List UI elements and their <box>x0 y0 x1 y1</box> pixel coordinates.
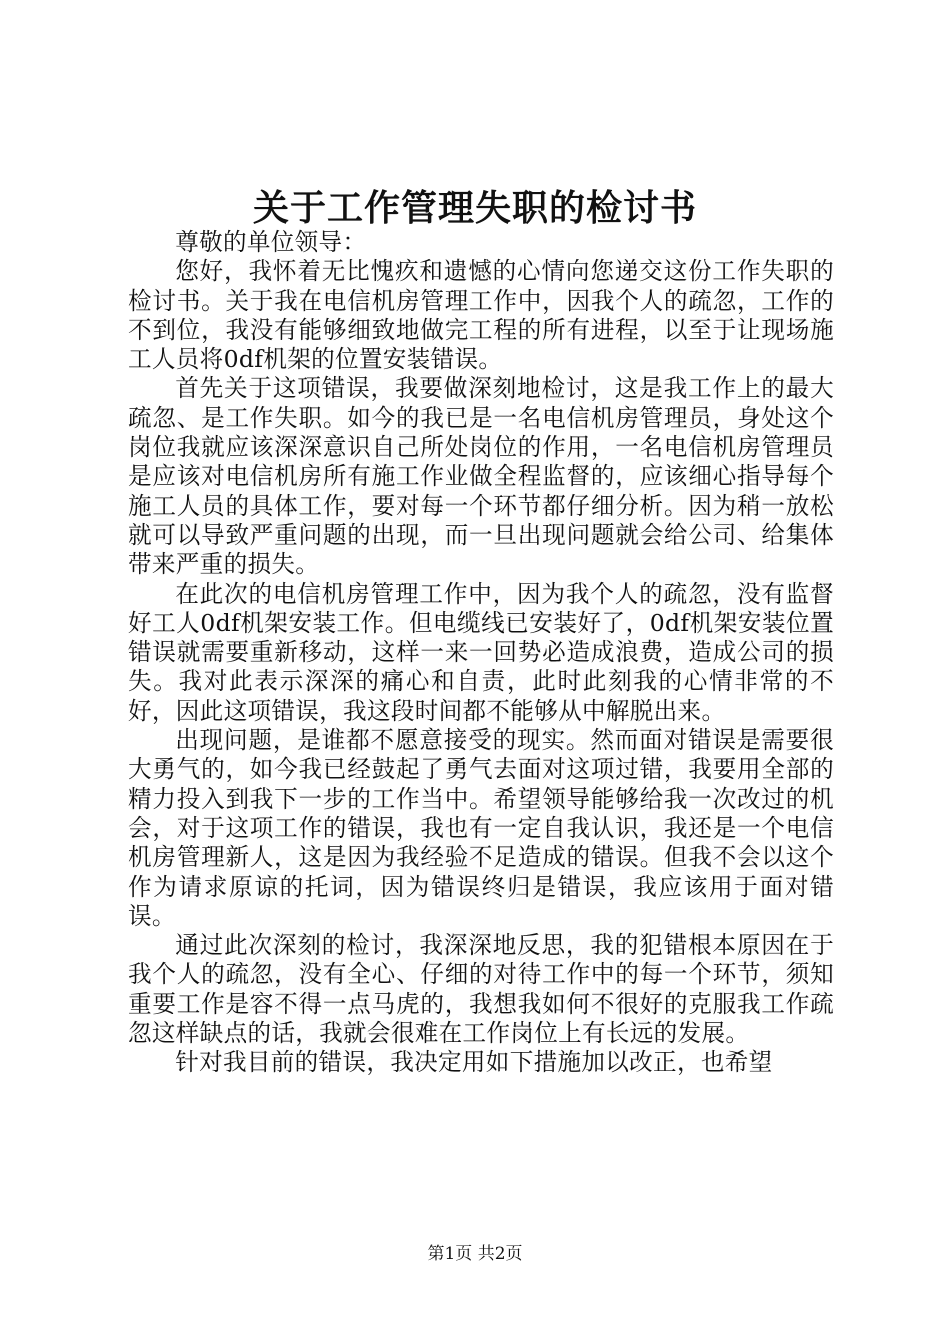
document-body <box>128 228 834 1078</box>
document-title: 关于工作管理失职的检讨书 <box>252 187 697 229</box>
paragraph: 首先关于这项错误，我要做深刻地检讨，这是我工作上的最大疏忽、是工作失职。如今的我已是一名电信机房管理员，身处这个岗位我就应该深深意识自己所处岗位的作用，一名电信机房管理员是应该对电信机房所有施工作业做全程监督的，应该细心指导每个施工人员的具体工作，要对每一个环节都仔细分析。因为稍一放松就可以导致严重问题的出现，而一旦出现问题就会给公司、给集体带来严重的损失。 <box>128 374 834 579</box>
paragraph: 您好，我怀着无比愧疚和遗憾的心情向您递交这份工作失职的检讨书。关于我在电信机房管理工作中，因我个人的疏忽，工作的不到位，我没有能够细致地做完工程的所有进程，以至于让现场施工人员将0df机架的位置安装错误。 <box>128 257 834 374</box>
paragraph: 出现问题，是谁都不愿意接受的现实。然而面对错误是需要很大勇气的，如今我已经鼓起了勇气去面对这项过错，我要用全部的精力投入到我下一步的工作当中。希望领导能够给我一次改过的机会，对于这项工作的错误，我也有一定自我认识，我还是一个电信机房管理新人，这是因为我经验不足造成的错误。但我不会以这个作为请求原谅的托词，因为错误终归是错误，我应该用于面对错误。 <box>128 726 834 930</box>
page-number-footer: 第1页 共2页 <box>427 1244 523 1264</box>
paragraph: 通过此次深刻的检讨，我深深地反思，我的犯错根本原因在于我个人的疏忽，没有全心、仔细的对待工作中的每一个环节，须知重要工作是容不得一点马虎的，我想我如何不很好的克服我工作疏忽这样缺点的话，我就会很难在工作岗位上有长远的发展。 <box>128 931 834 1048</box>
paragraph: 针对我目前的错误，我决定用如下措施加以改正，也希望 <box>175 1048 773 1077</box>
salutation: 尊敬的单位领导： <box>175 228 367 256</box>
paragraph: 在此次的电信机房管理工作中，因为我个人的疏忽，没有监督好工人0df机架安装工作。但电缆线已安装好了，0df机架安装位置错误就需要重新移动，这样一来一回势必造成浪费，造成公司的损失。我对此表示深深的痛心和自责，此时此刻我的心情非常的不好，因此这项错误，我这段时间都不能够从中解脱出来。 <box>128 579 834 725</box>
